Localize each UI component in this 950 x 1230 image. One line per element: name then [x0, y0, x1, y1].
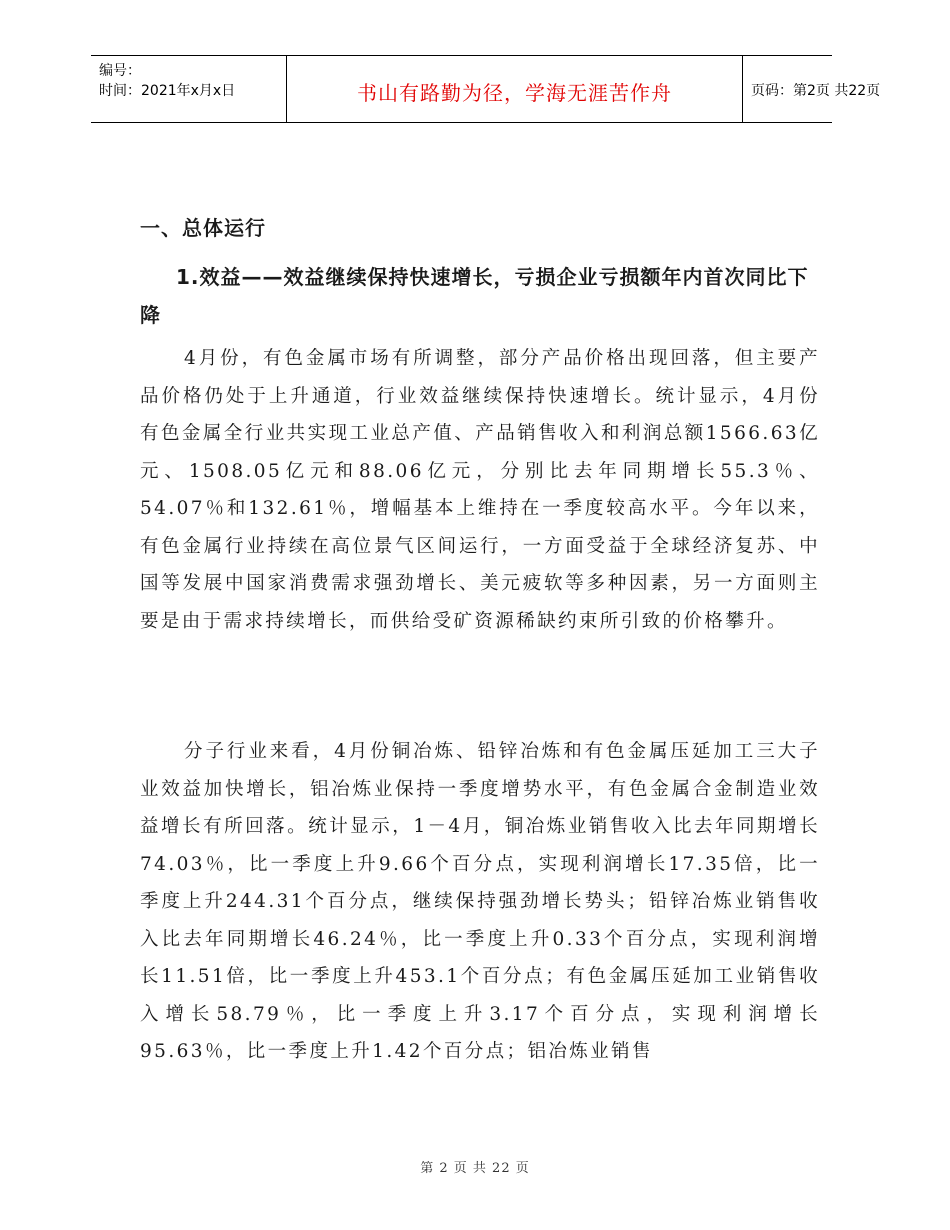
time-label: 时间：2021年x月x日: [99, 83, 236, 99]
header-page-info: 页码：第2页 共22页: [751, 83, 881, 99]
subsection-title: [140, 258, 820, 334]
header-left-cell: [91, 56, 287, 122]
paragraph-text: 4月份，有色金属市场有所调整，部分产品价格出现回落，但主要产品价格仍处于上升通道，行业效益继续保持快速增长。统计显示，4月份有色金属全行业共实现工业总产值、产品销售收入和利润总额1566.63亿元、1508.05亿元和88.06亿元，分别比去年同期增长55.3％、54.07％和132.61％，增幅基本上维持在一季度较高水平。今年以来，有色金属行业持续在高位景气区间运行，一方面受益于全球经济复苏、中国等发展中国家消费需求强劲增长、美元疲软等多种因素，另一方面则主要是由于需求持续增长，而供给受矿资源稀缺约束所引致的价格攀升。: [140, 348, 820, 632]
body-paragraph: [140, 340, 820, 640]
header-page-cell: [743, 56, 881, 122]
section-title: 一、总体运行: [140, 216, 266, 240]
paragraph-text: 分子行业来看，4月份铜冶炼、铅锌冶炼和有色金属压延加工三大子业效益加快增长，铝冶炼业保持一季度增势水平，有色金属合金制造业效益增长有所回落。统计显示，1－4月，铜冶炼业销售收入比去年同期增长74.03％，比一季度上升9.66个百分点，实现利润增长17.35倍，比一季度上升244.31个百分点，继续保持强劲增长势头；铅锌冶炼业销售收入比去年同期增长46.24％，比一季度上升0.33个百分点，实现利润增长11.51倍，比一季度上升453.1个百分点；有色金属压延加工业销售收入增长58.79％，比一季度上升3.17个百分点，实现利润增长95.63％，比一季度上升1.42个百分点；铝冶炼业销售: [140, 741, 820, 1062]
header-motto-cell: [287, 56, 743, 122]
page-footer: 第 2 页 共 22 页: [420, 1161, 530, 1176]
subsection-title-text: 1.效益——效益继续保持快速增长，亏损企业亏损额年内首次同比下降: [140, 265, 809, 327]
body-paragraph: [140, 733, 820, 1071]
header-motto: 书山有路勤为径，学海无涯苦作舟: [357, 81, 672, 105]
document-header: [91, 55, 881, 123]
code-label: 编号：: [99, 63, 141, 79]
